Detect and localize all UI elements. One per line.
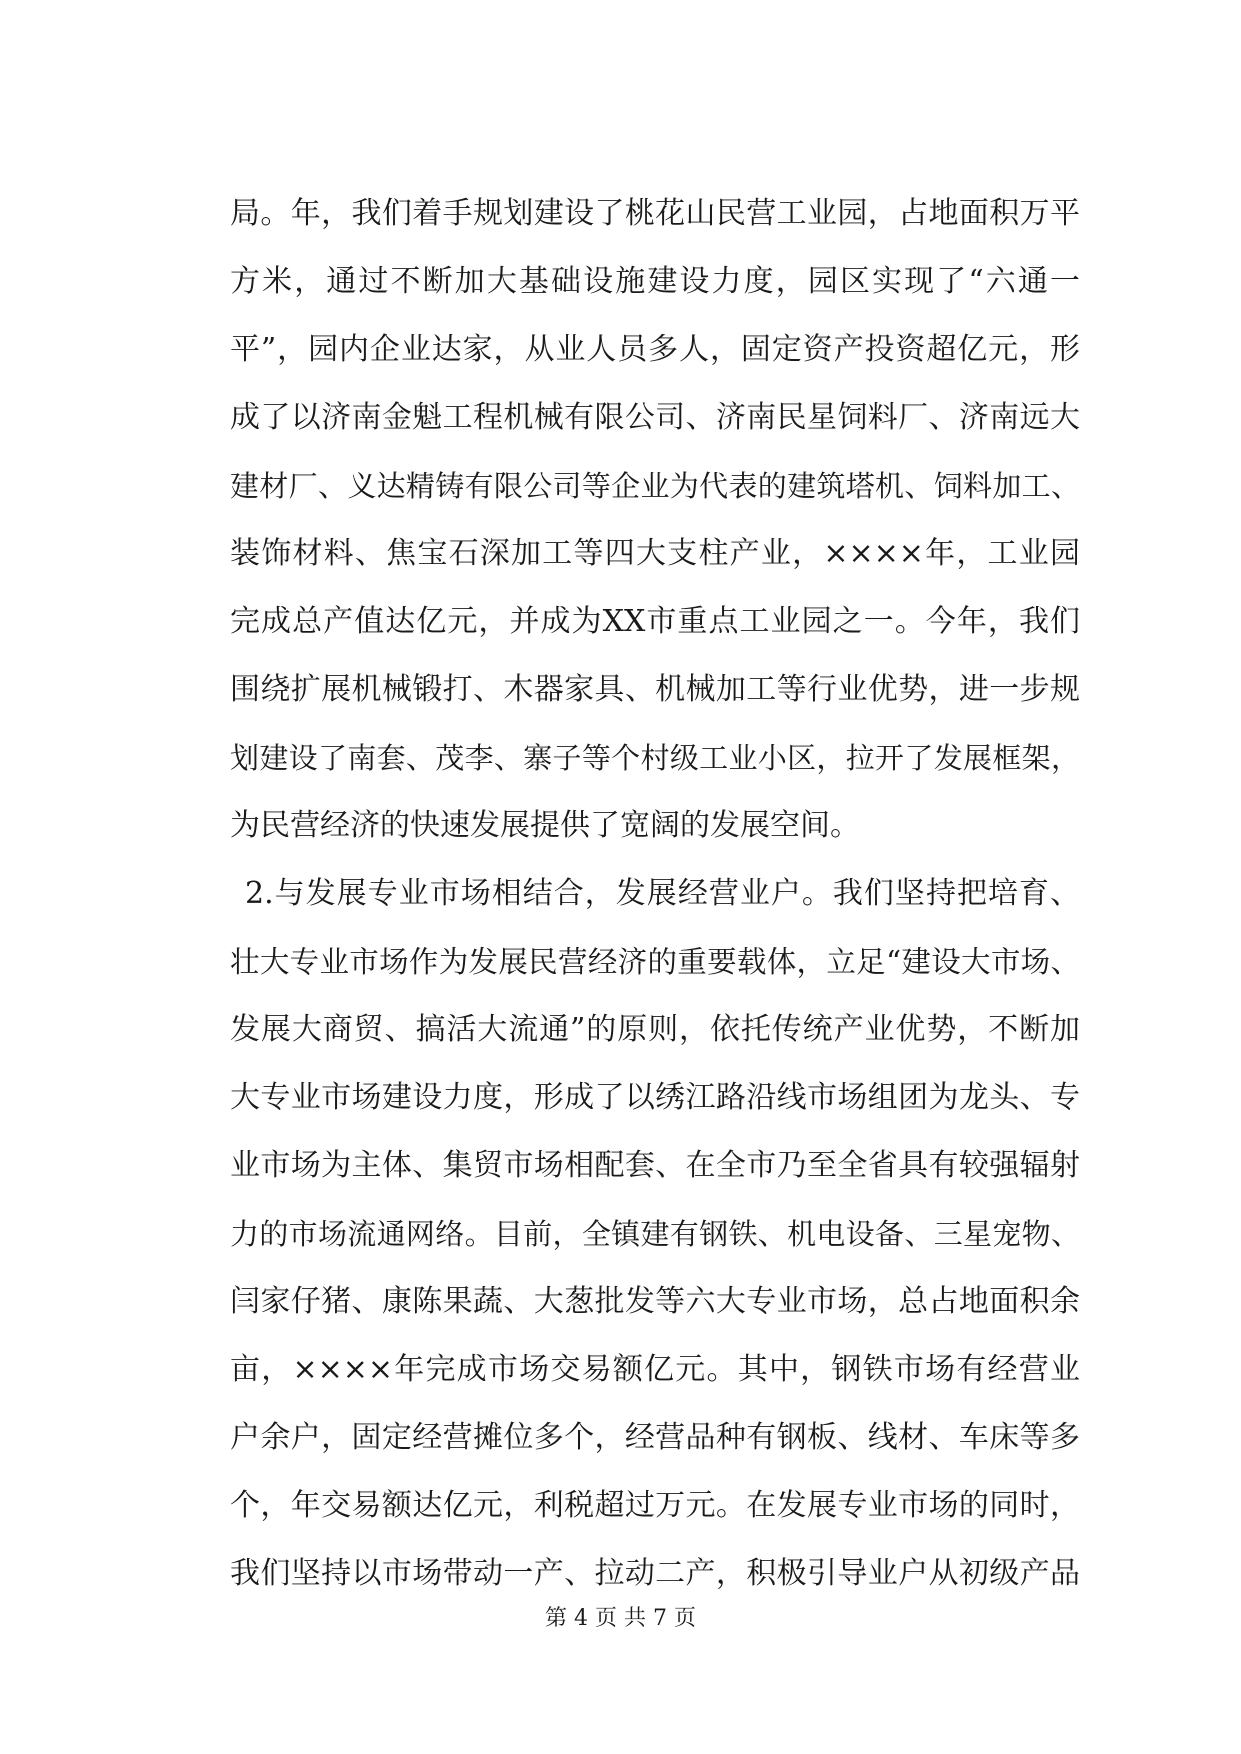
- paragraph-line: 局。年，我们着手规划建设了桃花山民营工业园，占地面积万平: [230, 196, 1080, 231]
- paragraph-line: 成了以济南金魁工程机械有限公司、济南民星饲料厂、济南远大: [230, 400, 1080, 435]
- paragraph-line: 闫家仔猪、康陈果蔬、大葱批发等六大专业市场，总占地面积余: [230, 1284, 1080, 1319]
- page-number-footer: 第 4 页 共 7 页: [545, 1606, 696, 1631]
- paragraph-line: 壮大专业市场作为发展民营经济的重要载体，立足“建设大市场、: [230, 945, 1080, 979]
- paragraph-line: 装饰材料、焦宝石深加工等四大支柱产业，××××年，工业园: [230, 536, 1080, 571]
- paragraph-line: 平”，园内企业达家，从业人员多人，固定资产投资超亿元，形: [230, 332, 1080, 367]
- paragraph-line: 建材厂、义达精铸有限公司等企业为代表的建筑塔机、饲料加工、: [230, 469, 1080, 503]
- paragraph-line: 2.与发展专业市场相结合，发展经营业户。我们坚持把培育、: [245, 876, 1080, 911]
- paragraph-line: 划建设了南套、茂李、寨子等个村级工业小区，拉开了发展框架，: [230, 741, 1080, 775]
- paragraph-line: 个，年交易额达亿元，利税超过万元。在发展专业市场的同时，: [230, 1488, 1080, 1523]
- paragraph-line: 为民营经济的快速发展提供了宽阔的发展空间。: [230, 808, 860, 843]
- paragraph-line: 业市场为主体、集贸市场相配套、在全市乃至全省具有较强辐射: [230, 1148, 1080, 1183]
- paragraph-line: 方米，通过不断加大基础设施建设力度，园区实现了“六通一: [230, 264, 1080, 299]
- paragraph-line: 力的市场流通网络。目前，全镇建有钢铁、机电设备、三星宠物、: [230, 1217, 1080, 1251]
- paragraph-line: 完成总产值达亿元，并成为XX市重点工业园之一。今年，我们: [230, 604, 1080, 639]
- paragraph-line: 我们坚持以市场带动一产、拉动二产，积极引导业户从初级产品: [230, 1556, 1080, 1591]
- paragraph-line: 围绕扩展机械锻打、木器家具、机械加工等行业优势，进一步规: [230, 672, 1080, 707]
- paragraph-line: 亩，××××年完成市场交易额亿元。其中，钢铁市场有经营业: [230, 1352, 1080, 1387]
- paragraph-line: 发展大商贸、搞活大流通”的原则，依托传统产业优势，不断加: [230, 1012, 1080, 1047]
- paragraph-line: 大专业市场建设力度，形成了以绣江路沿线市场组团为龙头、专: [230, 1080, 1080, 1115]
- paragraph-line: 户余户，固定经营摊位多个，经营品种有钢板、线材、车床等多: [230, 1420, 1080, 1455]
